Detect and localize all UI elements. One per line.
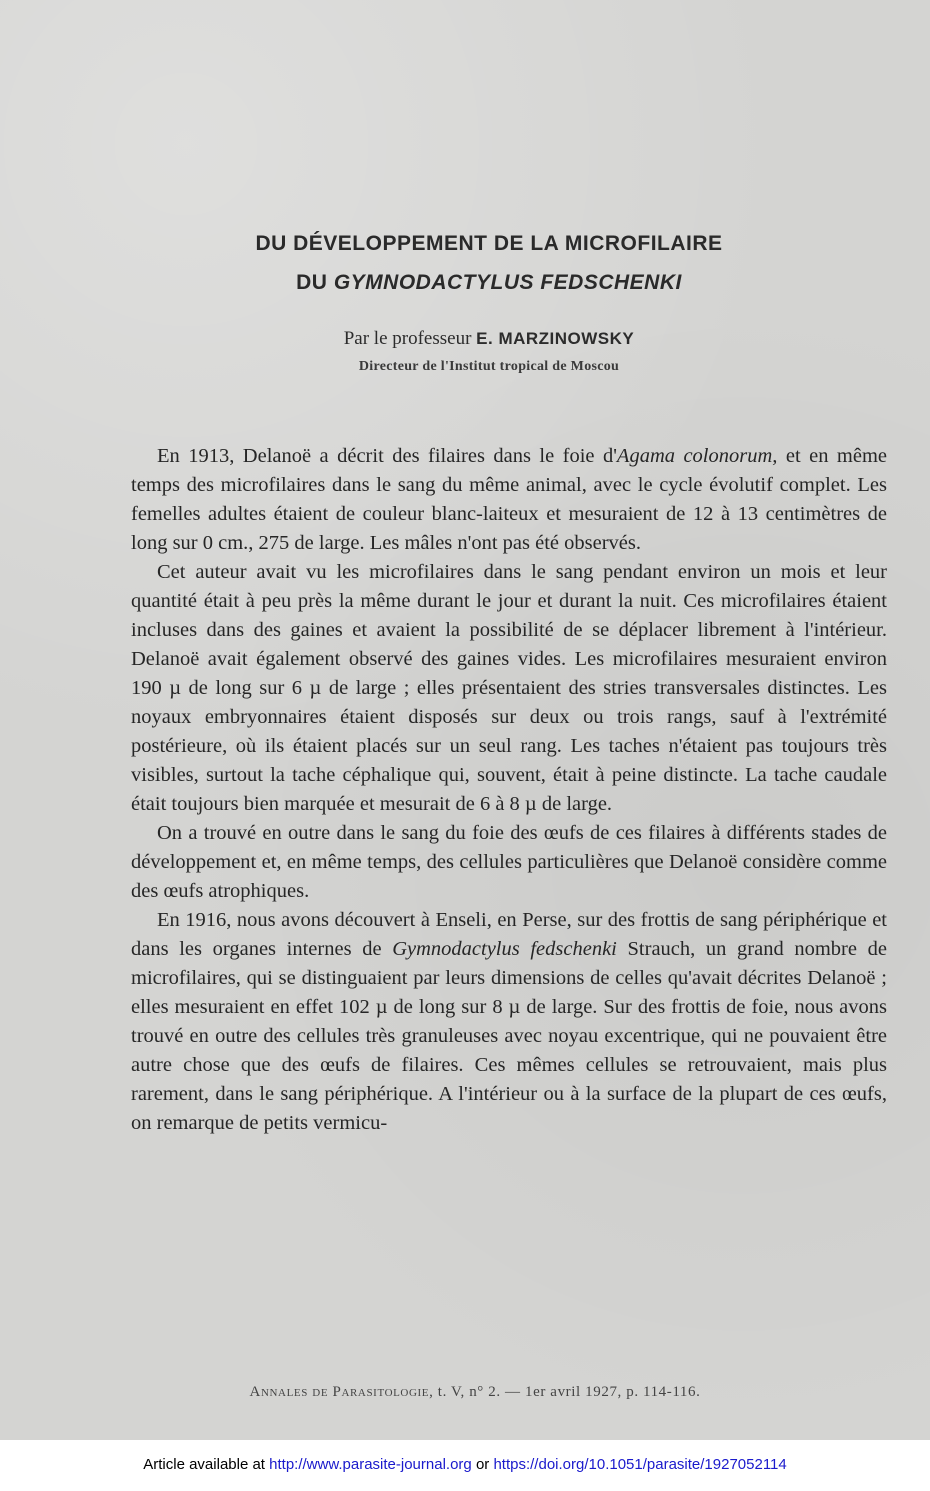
body-paragraph [131, 906, 887, 1138]
journal-citation: , t. V, n° 2. — 1er avril 1927, p. 114-116. [429, 1384, 701, 1400]
article-title-line1: DU DÉVELOPPEMENT DE LA MICROFILAIRE [255, 232, 723, 255]
journal-link[interactable]: http://www.parasite-journal.org [269, 1456, 472, 1473]
paragraph-text: En 1913, Delanoë a décrit des filaires dans le foie d' [157, 445, 617, 467]
title-species: GYMNODACTYLUS FEDSCHENKI [333, 271, 682, 294]
title-prefix: DU [296, 271, 328, 294]
body-paragraph [131, 558, 887, 819]
article-title-line2 [0, 271, 930, 295]
article-body [131, 442, 887, 1138]
journal-reference [0, 1384, 930, 1401]
body-paragraph [131, 442, 887, 558]
availability-note [0, 1456, 930, 1473]
availability-prefix: Article available at [143, 1456, 265, 1473]
paragraph-text: et en même temps des microfilaires dans le sang du même animal, avec le cycle évolutif complet. Les femelles adultes étaient de couleur blanc-laiteux et mesuraient de 12 à 13 centimètres de long sur 0 cm., 275 de large. Les mâles n'ont pas été observés. [131, 445, 887, 554]
paragraph-text: Strauch, un grand nombre de microfilaires, qui se distinguaient par leurs dimensions de celles qu'avait décrites Delanoë ; elles mesuraient en effet 102 µ de long sur 8 µ de large. Sur des frottis de foie, nous avons trouvé en outre des cellules très granuleuses avec noyau excentrique, qui ne pouvaient être autre chose que des œufs de filaires. Ces mêmes cellules se retrouvaient, mais plus rarement, dans le sang périphérique. A l'intérieur ou à la surface de la plupart de ces œufs, on remarque de petits vermicu- [131, 938, 887, 1134]
paragraph-text: Cet auteur avait vu les microfilaires dans le sang pendant environ un mois et leur quantité était à peu près la même durant le jour et durant la nuit. Ces microfilaires étaient incluses dans des gaines et avaient la possibilité de se déplacer librement à l'intérieur. Delanoë avait également observé des gaines vides. Les microfilaires mesuraient environ 190 µ de long sur 6 µ de large ; elles présentaient des stries transversales distinctes. Les noyaux embryonnaires étaient disposés sur deux ou trois rangs, sauf à l'extrémité postérieure, où ils étaient placés sur un seul rang. Les taches n'étaient pas toujours très visibles, surtout la tache céphalique qui, souvent, était à peine distincte. La tache caudale était toujours bien marquée et mesurait de 6 à 8 µ de large. [131, 561, 887, 815]
italic-term: Gymnodactylus fedschenki [392, 938, 617, 960]
paragraph-text: En 1916, nous avons découvert à Enseli, en Perse, sur des frottis de sang périphérique et dans les organes internes de [131, 909, 887, 960]
author-name: E. MARZINOWSKY [476, 329, 635, 348]
byline [0, 328, 930, 350]
availability-or: or [475, 1456, 490, 1473]
author-affiliation: Directeur de l'Institut tropical de Moscou [358, 359, 620, 374]
body-paragraph [131, 819, 887, 906]
doi-link[interactable]: https://doi.org/10.1051/parasite/1927052114 [493, 1456, 787, 1473]
journal-name: Annales de Parasitologie [249, 1384, 430, 1400]
italic-term: Agama colonorum, [616, 445, 778, 467]
byline-prefix: Par le professeur [343, 328, 472, 349]
paragraph-text: On a trouvé en outre dans le sang du foie des œufs de ces filaires à différents stades de développement et, en même temps, des cellules particulières que Delanoë considère comme des œufs atrophiques. [131, 822, 887, 902]
